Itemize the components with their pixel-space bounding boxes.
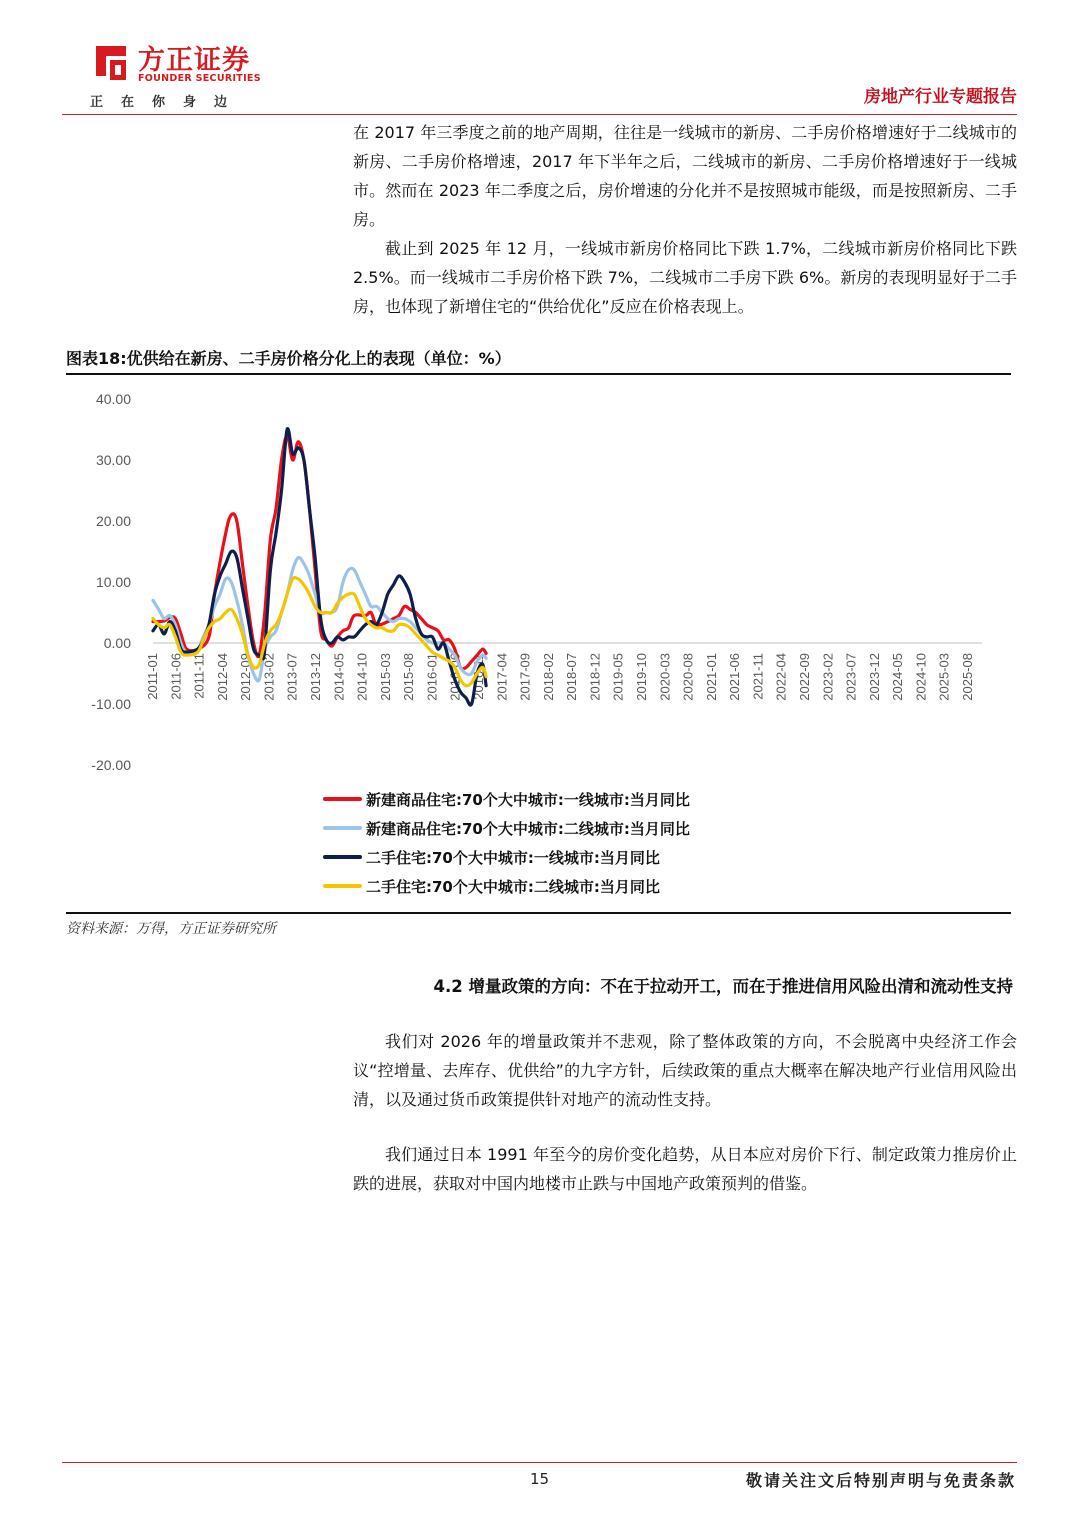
x-tick-label: 2023-07: [843, 653, 859, 701]
x-tick-label: 2019-10: [634, 653, 650, 701]
x-tick-label: 2021-06: [727, 653, 743, 701]
x-tick-label: 2016-11: [471, 653, 487, 700]
y-tick-label: 30.00: [95, 452, 131, 468]
legend-label-2: 新建商品住宅:70个大中城市:二线城市:当月同比: [366, 820, 690, 838]
x-tick-label: 2023-02: [820, 653, 836, 701]
figure-top-rule: [66, 373, 1011, 375]
page-number: 15: [530, 1470, 550, 1488]
x-tick-label: 2012-09: [238, 653, 254, 701]
x-tick-label: 2013-07: [284, 653, 300, 701]
section-heading: 4.2 增量政策的方向：不在于拉动开工，而在于推进信用风险出清和流动性支持: [433, 977, 1013, 996]
x-tick-label: 2024-10: [913, 653, 929, 701]
y-tick-label: -10.00: [91, 696, 131, 712]
logo-text-cn: 方正证券: [138, 45, 250, 76]
x-tick-label: 2020-08: [680, 653, 696, 701]
x-tick-label: 2019-05: [610, 653, 626, 701]
paragraph-3: 我们对 2026 年的增量政策并不悲观，除了整体政策的方向，不会脱离中央经济工作会议“控增量、去库存、优供给”的九字方针，后续政策的重点大概率在解决地产行业信用风险出清，以及通过货币政策提供针对地产的流动性支持。: [353, 1032, 1017, 1109]
x-tick-label: 2020-03: [657, 653, 673, 701]
x-tick-label: 2017-04: [494, 653, 510, 701]
x-tick-label: 2015-03: [377, 653, 393, 701]
x-tick-label: 2014-05: [331, 653, 347, 701]
x-tick-label: 2023-12: [866, 653, 882, 701]
x-tick-label: 2025-08: [960, 653, 976, 701]
figure-source: 资料来源：万得，方正证券研究所: [66, 921, 276, 937]
header-divider: [62, 114, 1017, 115]
intro-text: [353, 118, 1017, 321]
x-tick-label: 2025-03: [936, 653, 952, 701]
legend-label-1: 新建商品住宅:70个大中城市:一线城市:当月同比: [366, 791, 690, 809]
x-tick-label: 2018-02: [540, 653, 556, 701]
legend-label-4: 二手住宅:70个大中城市:二线城市:当月同比: [366, 878, 660, 896]
x-tick-label: 2021-11: [750, 653, 766, 700]
figure-title: 图表18:优供给在新房、二手房价格分化上的表现（单位：%）: [66, 349, 511, 368]
report-title: 房地产行业专题报告: [864, 87, 1017, 107]
figure-bottom-rule: [66, 912, 1011, 914]
x-tick-label: 2024-05: [890, 653, 906, 701]
price-divergence-chart: [60, 385, 1020, 910]
paragraph-4: 我们通过日本 1991 年至今的房价变化趋势，从日本应对房价下行、制定政策力推房价止跌的进展，获取对中国内地楼市止跌与中国地产政策预判的借鉴。: [353, 1145, 1017, 1193]
x-tick-label: 2017-09: [517, 653, 533, 701]
paragraph-1: 在 2017 年三季度之前的地产周期，往往是一线城市的新房、二手房价格增速好于二线城市的新房、二手房价格增速，2017 年下半年之后，二线城市的新房、二手房价格增速好于一线城市。然而在 2023 年二季度之后，房价增速的分化并不是按照城市能级，而是按照新房、二手房。: [353, 123, 1017, 229]
y-tick-label: 20.00: [95, 513, 131, 529]
y-tick-label: 0.00: [103, 635, 131, 651]
page-header: [62, 36, 1017, 112]
x-tick-label: 2012-04: [214, 653, 230, 701]
policy-text: [353, 1027, 1017, 1114]
x-tick-label: 2021-01: [703, 653, 719, 701]
y-tick-label: -20.00: [91, 757, 131, 773]
x-tick-label: 2015-08: [401, 653, 417, 701]
x-tick-label: 2013-02: [261, 653, 277, 701]
x-tick-label: 2018-07: [564, 653, 580, 701]
x-tick-label: 2011-06: [168, 653, 184, 700]
x-tick-label: 2022-04: [773, 653, 789, 701]
slogan: 正在你身边: [90, 95, 246, 110]
disclaimer-link[interactable]: 敬请关注文后特别声明与免责条款: [745, 1471, 1016, 1490]
paragraph-2: 截止到 2025 年 12 月，一线城市新房价格同比下跌 1.7%，二线城市新房价格同比下跌 2.5%。而一线城市二手房价格下跌 7%，二线城市二手房下跌 6%。新房的表现明显好于二手房，也体现了新增住宅的“供给优化”反应在价格表现上。: [353, 239, 1017, 316]
x-tick-label: 2013-12: [308, 653, 324, 701]
y-tick-label: 40.00: [95, 391, 131, 407]
x-tick-label: 2011-11: [191, 653, 207, 699]
x-tick-label: 2014-10: [354, 653, 370, 701]
logo-text-en: FOUNDER SECURITIES: [138, 73, 261, 84]
x-tick-label: 2018-12: [587, 653, 603, 701]
footer-divider: [62, 1462, 1017, 1463]
x-tick-label: 2016-01: [424, 653, 440, 701]
y-tick-label: 10.00: [95, 574, 131, 590]
x-tick-label: 2016-06: [447, 653, 463, 701]
founder-logo-icon: [90, 42, 132, 84]
japan-text: [353, 1140, 1017, 1198]
x-tick-label: 2022-09: [797, 653, 813, 701]
legend-label-3: 二手住宅:70个大中城市:一线城市:当月同比: [366, 849, 660, 867]
x-tick-label: 2011-01: [145, 653, 160, 700]
